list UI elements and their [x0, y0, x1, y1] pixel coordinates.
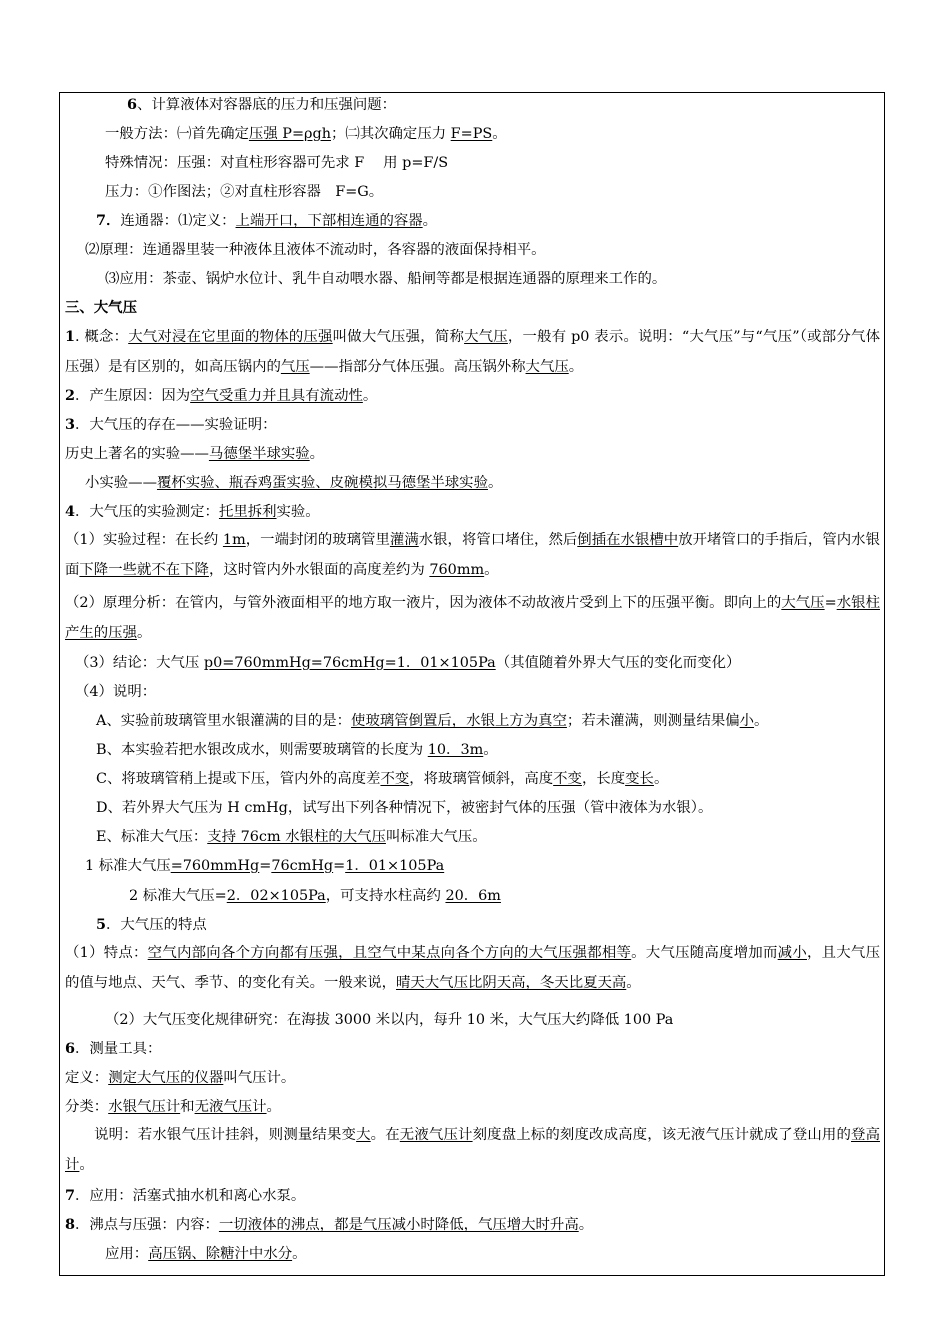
text-run: 应用： — [105, 1246, 149, 1262]
text-line — [65, 153, 920, 173]
underlined-term: 使玻璃管倒置后，水银上方为真空 — [351, 713, 567, 729]
text-run: 说明：若水银气压计挂斜，则测量结果变 — [65, 1127, 357, 1143]
text-line — [65, 240, 900, 260]
text-line — [65, 915, 911, 935]
text-line — [65, 886, 944, 906]
text-run: ；若未灌满，则测量结果偏 — [566, 713, 740, 729]
text-run: 特殊情况：压强：对直柱形容器可先求 F 用 p=F/S — [105, 155, 449, 171]
text-line — [65, 769, 911, 789]
text-line — [65, 322, 880, 382]
text-run: 。 — [626, 974, 641, 991]
text-run: ．产生原因：因为 — [75, 388, 191, 404]
text-run: ；㈡其次确定压力 — [330, 126, 451, 142]
underlined-term: 变长 — [625, 771, 654, 787]
underlined-term: 大气压 — [781, 595, 825, 611]
text-line — [65, 1215, 880, 1235]
text-run: ，长度 — [581, 771, 626, 787]
text-run: 。 — [578, 1217, 594, 1233]
underlined-term: 空气受重力并且具有流动性 — [190, 388, 363, 404]
text-run: = — [259, 858, 272, 874]
underlined-term: 一切液体的沸点，都是气压减小时降低，气压增大时升高 — [218, 1217, 579, 1233]
text-line — [65, 798, 911, 818]
underlined-term: F=PS — [450, 126, 493, 142]
underlined-term: 减小 — [777, 945, 807, 961]
underlined-term: 气压 — [280, 358, 310, 375]
text-run: 小实验—— — [85, 475, 157, 491]
bold-text: 8 — [65, 1216, 76, 1233]
text-line — [65, 211, 911, 231]
underlined-term: 灌满 — [389, 532, 419, 548]
text-run: ，且大气压的值与地点、天气、季节、的变化有关。一般来说， — [65, 945, 880, 991]
text-run: 实验。 — [276, 504, 320, 520]
bold-text: 4 — [65, 503, 76, 520]
text-line — [65, 1097, 880, 1117]
underlined-term: 下降一些就不在下降 — [79, 561, 209, 578]
underlined-term: 上端开口，下部相连通的容器 — [235, 213, 423, 229]
text-line — [65, 827, 911, 847]
text-run: 1 标准大气压 — [85, 858, 171, 874]
text-line — [65, 1068, 880, 1088]
text-run: 。 — [79, 1156, 94, 1173]
bold-text: 3 — [65, 416, 76, 433]
text-line — [65, 856, 900, 876]
text-run: = — [824, 595, 837, 611]
text-line — [65, 182, 920, 202]
underlined-term: 大 — [356, 1127, 371, 1143]
text-run: E、标准大气压： — [96, 829, 208, 845]
text-run: ．大气压的特点 — [106, 917, 207, 933]
text-run: 。在 — [370, 1127, 400, 1143]
text-line — [65, 444, 880, 464]
text-line — [65, 1186, 880, 1206]
text-line — [65, 711, 911, 731]
underlined-term: 不变 — [553, 771, 582, 787]
text-run: ⑶应用：茶壶、锅炉水位计、乳牛自动喂水器、船闸等都是根据连通器的原理来工作的。 — [105, 271, 667, 287]
text-run: 。 — [309, 446, 325, 462]
underlined-term: 10．3m — [427, 742, 484, 758]
underlined-term: 20．6m — [445, 888, 501, 904]
underlined-term: 托里拆利 — [218, 504, 277, 520]
text-run: 2 标准大气压= — [129, 888, 227, 904]
underlined-term: 水银柱产生的压强 — [65, 595, 880, 641]
bold-text: 1 — [65, 328, 76, 345]
bold-text: 三、大气压 — [65, 299, 137, 316]
text-run: 。 — [754, 713, 769, 729]
text-run: 。大气压随高度增加而 — [631, 945, 778, 961]
bold-text: 5 — [96, 916, 107, 933]
text-run: ，可支持水柱高约 — [325, 888, 446, 904]
text-line — [65, 526, 880, 585]
underlined-term: 登高计 — [65, 1127, 880, 1173]
text-run: 压力：①作图法；②对直柱形容器 F=G。 — [105, 184, 384, 200]
text-run: ，将玻璃管倾斜，高度 — [409, 771, 554, 787]
text-run: ——指部分气体压强。高压锅外称 — [309, 358, 526, 375]
bold-text: 2 — [65, 387, 76, 404]
underlined-term: 大气压 — [464, 329, 508, 345]
text-line — [65, 473, 900, 493]
underlined-term: 压强 P=ρgh — [248, 126, 331, 142]
text-run: D、若外界大气压为 H cmHg，试写出下列各种情况下，被密封气体的压强（管中液体为水银）。 — [96, 800, 713, 816]
text-run: ，一般有 p0 表示。说明：“大气压”与“气压”（或部分气体压强）是有区别的，如高压锅内的 — [65, 329, 880, 375]
text-run: A、实验前玻璃管里水银灌满的目的是： — [96, 713, 352, 729]
text-run: 。 — [422, 213, 438, 229]
text-line — [65, 502, 880, 522]
text-run: （1）特点： — [65, 945, 148, 961]
underlined-term: 无液气压计 — [194, 1099, 267, 1115]
text-run: 、计算液体对容器底的压力和压强问题： — [137, 97, 397, 113]
text-run: 定义： — [65, 1070, 109, 1086]
text-run: 叫标准大气压。 — [385, 829, 487, 845]
text-run: （4）说明： — [75, 684, 157, 700]
bold-text: 7 — [65, 1187, 76, 1204]
text-run: （3）结论：大气压 — [75, 655, 204, 671]
text-run: （2）原理分析：在管内，与管外液面相平的地方取一液片，因为液体不动故液片受到上下的压强平衡。即向上的 — [65, 595, 782, 611]
text-line — [65, 95, 942, 115]
text-run: 。 — [484, 561, 499, 578]
text-run: 。 — [136, 624, 152, 641]
underlined-term: 覆杯实验、瓶吞鸡蛋实验、皮碗模拟马德堡半球实验 — [156, 475, 488, 491]
text-run: 一般方法：㈠首先确定 — [105, 126, 249, 142]
underlined-term: 2．02×105Pa — [226, 888, 326, 904]
text-run: 分类： — [65, 1099, 109, 1115]
text-line — [65, 740, 911, 760]
text-run: ，一端封闭的玻璃管里 — [245, 532, 390, 548]
text-line — [65, 415, 880, 435]
text-line — [65, 1244, 920, 1264]
text-run: 和 — [180, 1099, 195, 1115]
text-run: 叫做大气压强，简称 — [332, 329, 465, 345]
text-line — [65, 1039, 880, 1059]
text-run: ⑵原理：连通器里装一种液体且液体不流动时，各容器的液面保持相平。 — [85, 242, 546, 258]
text-run: 刻度盘上标的刻度改成高度，该无液气压计就成了登山用的 — [472, 1127, 852, 1143]
underlined-term: 测定大气压的仪器 — [108, 1070, 224, 1086]
text-line — [65, 589, 880, 648]
text-run: 连通器：⑴定义： — [120, 213, 236, 229]
text-run: 。 — [292, 1246, 307, 1262]
bold-text: 6 — [127, 96, 138, 113]
text-run: ．沸点与压强：内容： — [75, 1217, 219, 1233]
text-line — [65, 386, 880, 406]
underlined-term: 支持 76cm 水银柱的大气压 — [207, 829, 386, 845]
text-run: 。 — [568, 358, 584, 375]
text-run: 。 — [266, 1099, 281, 1115]
bold-text: 6 — [65, 1040, 76, 1057]
underlined-term: 1．01×105Pa — [345, 858, 445, 874]
text-run: 。 — [653, 771, 669, 787]
underlined-term: 晴天大气压比阴天高，冬天比夏天高 — [396, 974, 627, 991]
text-run: 叫气压计。 — [223, 1070, 296, 1086]
text-line — [65, 298, 880, 318]
underlined-term: 倒插在水银槽中 — [577, 532, 679, 548]
text-run: （2）大气压变化规律研究：在海拔 3000 米以内，每升 10 米，大气压大约降低 100 Pa — [105, 1012, 674, 1028]
underlined-term: 马德堡半球实验 — [208, 446, 310, 462]
underlined-term: 高压锅、除糖汁中水分 — [148, 1246, 293, 1262]
underlined-term: p0=760mmHg=76cmHg=1．01×105Pa — [203, 655, 496, 671]
text-run: 。 — [492, 126, 507, 142]
underlined-term: 不变 — [380, 771, 410, 787]
text-run: 水银，将管口堵住，然后 — [418, 532, 578, 548]
text-run: 。 — [487, 475, 503, 491]
text-run: 。 — [483, 742, 498, 758]
text-run: ．测量工具： — [75, 1041, 162, 1057]
text-run: （1）实验过程：在长约 — [65, 532, 223, 548]
text-run: . 概念： — [75, 329, 129, 345]
underlined-term: 76cmHg — [271, 858, 334, 874]
text-run: 放开堵管口的手指后，管内水银面 — [65, 532, 880, 578]
text-run: （其值随着外界大气压的变化而变化） — [495, 655, 741, 671]
text-run: ．应用：活塞式抽水机和离心水泵。 — [75, 1188, 306, 1204]
text-run: 。 — [362, 388, 378, 404]
text-line — [65, 939, 880, 998]
text-run: ，这时管内外水银面的高度差约为 — [208, 561, 430, 578]
underlined-term: 760mm — [429, 561, 485, 578]
text-run: B、本实验若把水银改成水，则需要玻璃管的长度为 — [96, 742, 428, 758]
text-line — [65, 653, 890, 673]
text-run: 历史上著名的实验—— — [65, 446, 209, 462]
bold-text: 7． — [96, 212, 121, 229]
text-run: ．大气压的存在——实验证明： — [75, 417, 277, 433]
underlined-term: 大气压 — [525, 358, 569, 375]
text-run: C、将玻璃管稍上提或下压，管内外的高度差 — [96, 771, 381, 787]
underlined-term: =760mmHg — [170, 858, 260, 874]
underlined-term: 水银气压计 — [108, 1099, 181, 1115]
text-line — [65, 269, 920, 289]
text-line — [65, 124, 920, 144]
text-line — [65, 1010, 920, 1030]
underlined-term: 无液气压计 — [399, 1127, 473, 1143]
underlined-term: 空气内部向各个方向都有压强，且空气中某点向各个方向的大气压强都相等 — [147, 945, 632, 961]
text-run: = — [333, 858, 346, 874]
text-line — [65, 682, 890, 702]
text-run: ．大气压的实验测定： — [75, 504, 219, 520]
underlined-term: 大气对浸在它里面的物体的压强 — [128, 329, 333, 345]
text-line — [65, 1121, 880, 1180]
underlined-term: 1m — [222, 532, 246, 548]
underlined-term: 小 — [739, 713, 755, 729]
